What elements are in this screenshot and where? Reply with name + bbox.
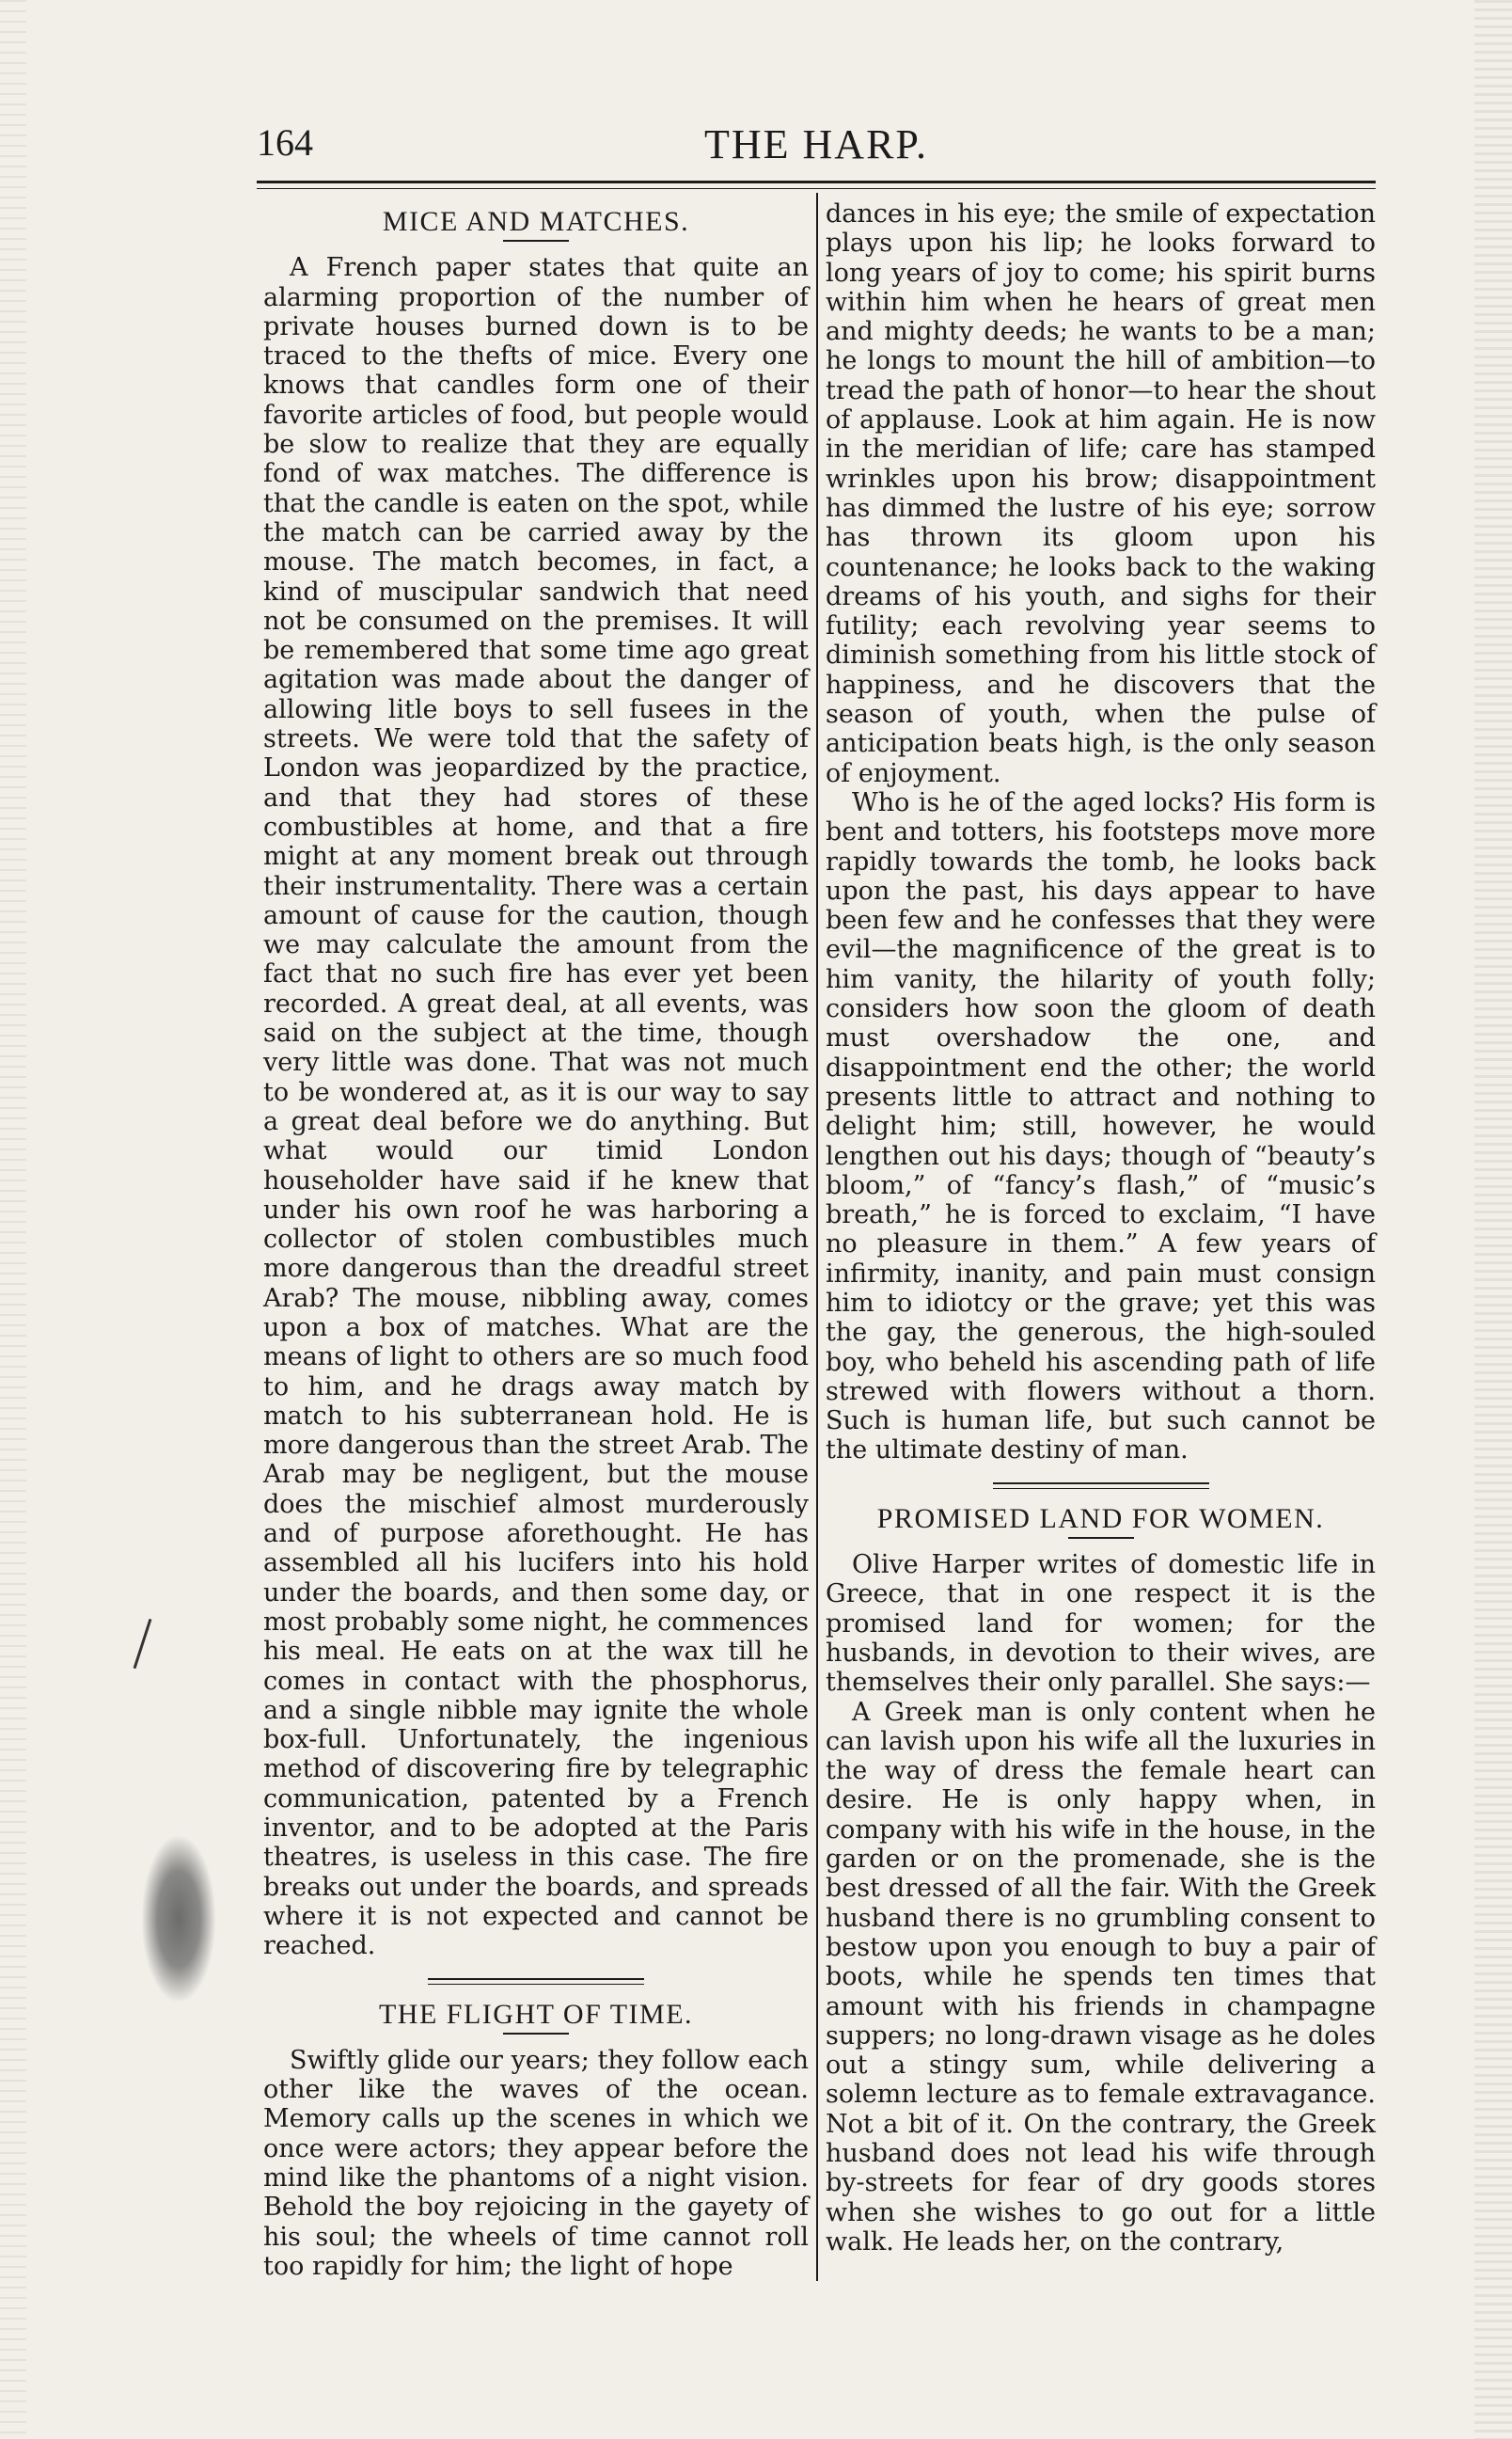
column-divider (816, 193, 818, 2281)
page-edge-speckle-right (1474, 0, 1512, 2439)
page-edge-speckle (0, 0, 26, 2439)
ink-blot (141, 1834, 216, 2003)
article-paragraph: A Greek man is only content when he can lavish upon his wife all the luxuries in the way of dress the female heart can desire. He is only happy when, in company with his wife in the house, in the garden or on the promenade, she is the best dressed of all the fair. With the Greek husband there is no grumbling consent to bestow upon you enough to buy a pair of boots, while he spends ten times that amount with his friends in champagne suppers; no long-drawn visage as he doles out a stingy sum, while delivering a solemn lecture as to female extravagance. Not a bit of it. On the contrary, the Greek husband does not lead his wife through by-streets for fear of dry goods stores when she wishes to go out for a little walk. He leads her, on the contrary, (826, 1697, 1376, 2257)
title-rule (1068, 1537, 1134, 1539)
header-rule-thin (257, 188, 1376, 189)
article-paragraph: Who is he of the aged locks? His form is bent and totters, his footsteps move more rapidly towards the tomb, he looks back upon the past, his days appear to have been few and he confesses that they were evil—the magnificence of the great is to him vanity, the hilarity of youth folly; considers how soon the gloom of death must overshadow the one, and disappointment end the other; the world presents little to attract and nothing to delight him; still, however, he would lengthen out his days; though of “beauty’s bloom,” of “fancy’s flash,” of “music’s breath,” he is forced to exclaim, “I have no pleasure in them.” A few years of infirmity, inanity, and pain must consign him to idiotcy or the grave; yet this was the gay, the generous, the high-souled boy, who beheld his ascending path of life strewed with flowers without a thorn. Such is human life, but such cannot be the ultimate destiny of man. (826, 787, 1376, 1465)
article-separator (993, 1482, 1209, 1484)
article-title-flight-of-time: THE FLIGHT OF TIME. (378, 1998, 694, 2030)
article-separator-thin (993, 1488, 1209, 1489)
journal-title: THE HARP. (703, 121, 929, 167)
article-separator (428, 1978, 644, 1980)
article-title-promised-land: PROMISED LAND FOR WOMEN. (876, 1502, 1325, 1534)
page-header (257, 120, 1376, 177)
right-column (826, 199, 1376, 2257)
article-paragraph: Olive Harper writes of domestic life in Greece, that in one respect it is the promised land for women; for the husbands, in devotion to their wives, are themselves their only parallel. She says:— (826, 1550, 1376, 1698)
header-rule-thick (257, 181, 1376, 183)
title-rule (503, 2033, 569, 2035)
article-paragraph: A French paper states that quite an alarming proportion of the number of private houses burned down is to be traced to the thefts of mice. Every one knows that candles form one of their favorite articles of food, but people would be slow to realize that they are equally fond of wax matches. The difference is that the candle is eaten on the spot, while the match can be carried away by the mouse. The match becomes, in fact, a kind of muscipular sandwich that need not be consumed on the premises. It will be remembered that some time ago great agitation was made about the danger of allowing litle boys to sell fusees in the streets. We were told that the safety of London was jeopardized by the practice, and that they had stores of these combustibles at home, and that a fire might at any moment break out through their instrumentality. There was a certain amount of cause for the caution, though we may calculate the amount from the fact that no such fire has ever yet been recorded. A great deal, at all events, was said on the subject at the time, though very little was done. That was not much to be wondered at, as it is our way to say a great deal before we do anything. But what would our timid London householder have said if he knew that under his own roof he was harboring a collector of stolen combustibles much more dangerous than the dreadful street Arab? The mouse, nibbling away, comes upon a box of matches. What are the means of light to others are so much food to him, and he drags away match by match to his subterranean hold. He is more dangerous than the street Arab. The Arab may be negligent, but the mouse does the mischief almost murderously and of purpose aforethought. He has assembled all his lucifers into his hold under the boards, and then some day, or most probably some night, he commences his meal. He eats on at the wax till he comes in contact with the phosphorus, and a single nibble may ignite the whole box-full. Unfortunately, the ingenious method of discovering fire by telegraphic communication, patented by a French inventor, and to be adopted at the Paris theatres, is useless in this case. The fire breaks out under the boards, and spreads where it is not expected and cannot be reached. (263, 253, 809, 1961)
article-separator-thin (428, 1984, 644, 1985)
article-paragraph: Swiftly glide our years; they follow each other like the waves of the ocean. Memory calls up the scenes in which we once were actors; they appear before the mind like the phantoms of a night vision. Behold the boy rejoicing in the gayety of his soul; the wheels of time cannot roll too rapidly for him; the light of hope (263, 2045, 809, 2281)
article-paragraph: dances in his eye; the smile of expectation plays upon his lip; he looks forward to long years of joy to come; his spirit burns within him when he hears of great men and mighty deeds; he wants to be a man; he longs to mount the hill of ambition—to tread the path of honor—to hear the shout of applause. Look at him again. He is now in the meridian of life; care has stamped wrinkles upon his brow; disappointment has dimmed the lustre of his eye; sorrow has thrown its gloom upon his countenance; he looks back to the waking dreams of his youth, and sighs for their futility; each revolving year seems to diminish something from his little stock of happiness, and he discovers that the season of youth, when the pulse of anticipation beats high, is the only season of enjoyment. (826, 199, 1376, 788)
title-rule (503, 240, 569, 242)
ink-mark (134, 1619, 152, 1669)
article-title-mice-and-matches: MICE AND MATCHES. (382, 206, 690, 237)
left-column (263, 199, 809, 2281)
page-number: 164 (257, 121, 313, 164)
